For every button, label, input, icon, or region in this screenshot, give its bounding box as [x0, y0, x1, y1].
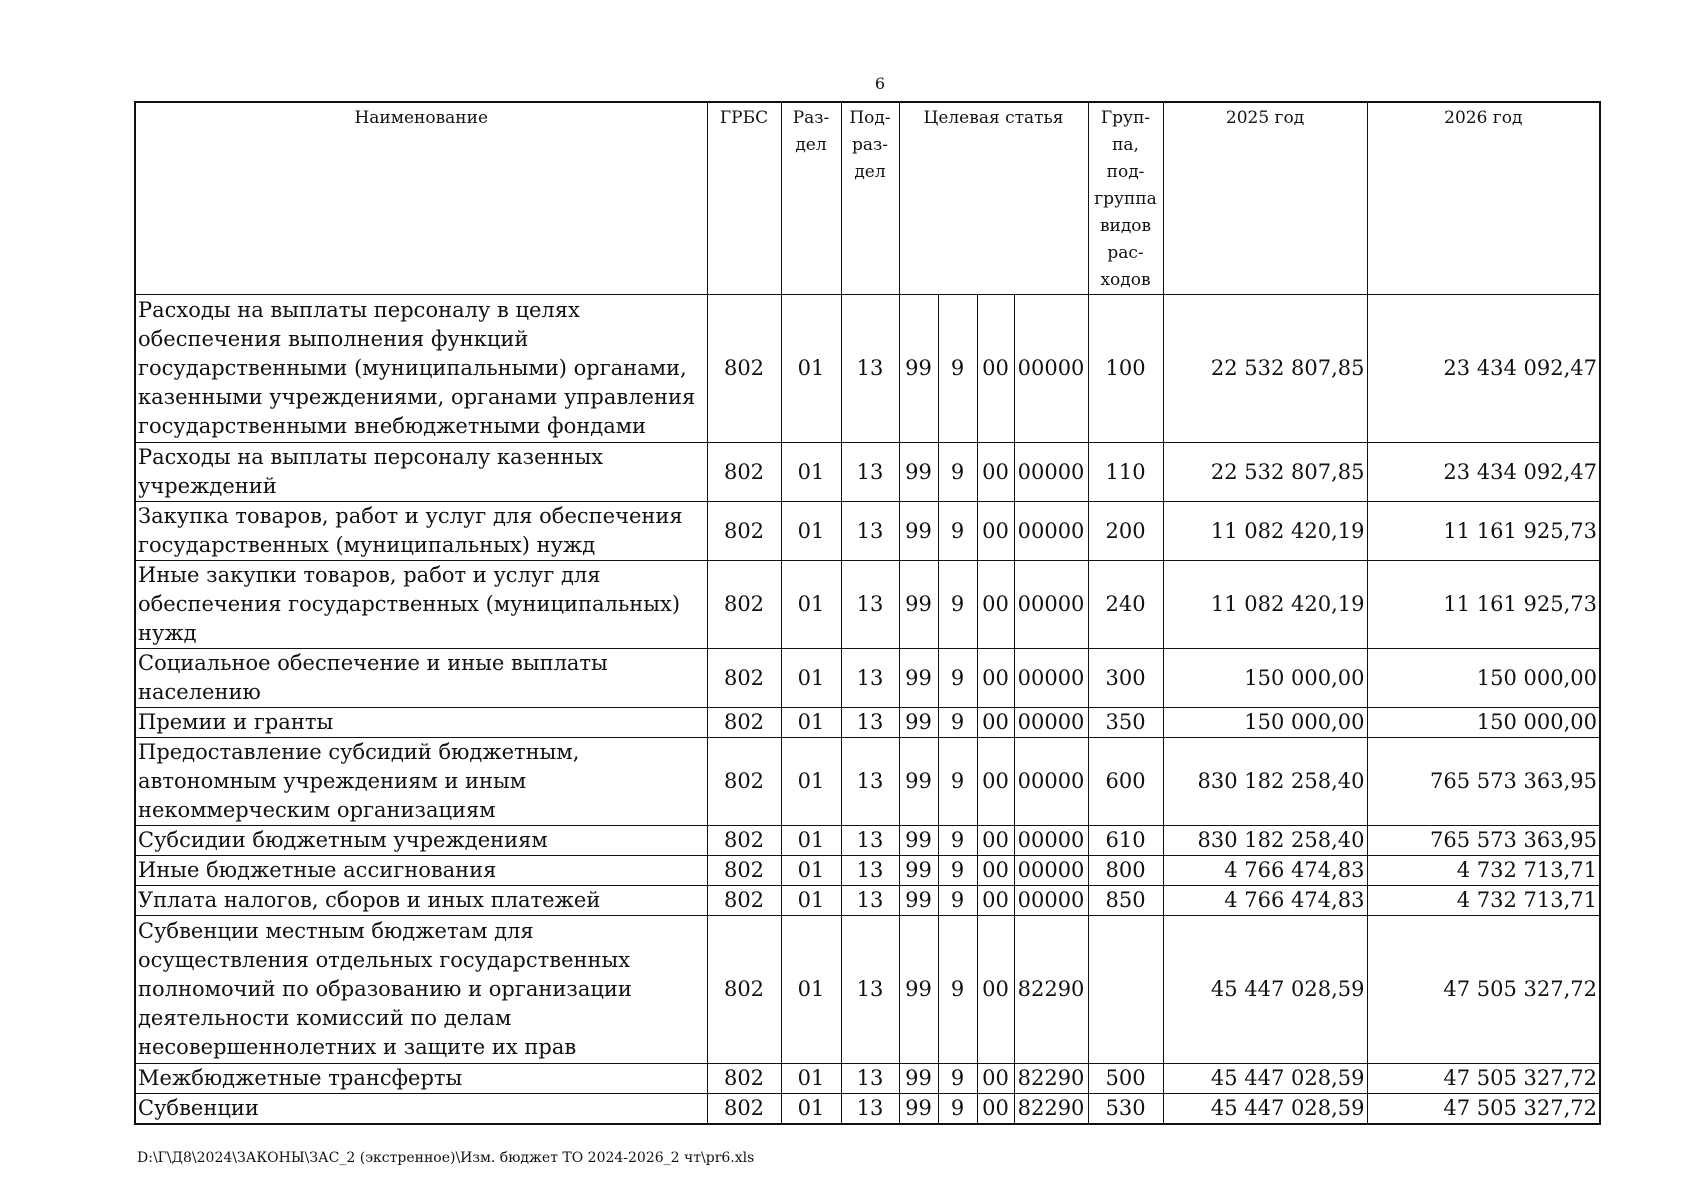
- row-target-main-event: 00: [977, 295, 1014, 443]
- row-amount-2026: 11 161 925,73: [1367, 561, 1600, 649]
- row-name: Премии и гранты: [135, 708, 707, 738]
- row-target-program: 99: [899, 1064, 938, 1094]
- row-name: Расходы на выплаты персоналу казенных учреждений: [135, 443, 707, 502]
- row-amount-2026: 4 732 713,71: [1367, 856, 1600, 886]
- row-amount-2026: 765 573 363,95: [1367, 826, 1600, 856]
- row-target-program: 99: [899, 826, 938, 856]
- table-row: [135, 916, 1600, 1064]
- row-target-program: 99: [899, 295, 938, 443]
- row-target-subprogram: 9: [938, 886, 977, 916]
- row-target-program: 99: [899, 886, 938, 916]
- row-target-main-event: 00: [977, 708, 1014, 738]
- row-target-direction: 82290: [1014, 916, 1088, 1064]
- row-amount-2025: 4 766 474,83: [1163, 886, 1367, 916]
- row-target-main-event: 00: [977, 856, 1014, 886]
- row-target-program: 99: [899, 738, 938, 826]
- row-target-program: 99: [899, 856, 938, 886]
- row-razdel: 01: [781, 738, 841, 826]
- row-expense-group: 110: [1088, 443, 1163, 502]
- row-expense-group: 500: [1088, 1064, 1163, 1094]
- row-razdel: 01: [781, 561, 841, 649]
- row-target-direction: 00000: [1014, 649, 1088, 708]
- row-target-subprogram: 9: [938, 738, 977, 826]
- row-podrazdel: 13: [841, 826, 899, 856]
- row-grbs: 802: [707, 916, 781, 1064]
- header-row: [135, 102, 1600, 295]
- row-podrazdel: 13: [841, 561, 899, 649]
- row-target-subprogram: 9: [938, 295, 977, 443]
- page-number: 6: [874, 74, 886, 93]
- row-grbs: 802: [707, 856, 781, 886]
- row-expense-group: 600: [1088, 738, 1163, 826]
- header-2025: 2025 год: [1163, 102, 1367, 295]
- row-target-direction: 00000: [1014, 886, 1088, 916]
- row-amount-2026: 150 000,00: [1367, 649, 1600, 708]
- row-target-main-event: 00: [977, 502, 1014, 561]
- row-razdel: 01: [781, 502, 841, 561]
- row-razdel: 01: [781, 886, 841, 916]
- row-expense-group: 300: [1088, 649, 1163, 708]
- row-grbs: 802: [707, 443, 781, 502]
- row-amount-2025: 830 182 258,40: [1163, 738, 1367, 826]
- table-row: [135, 1064, 1600, 1094]
- row-razdel: 01: [781, 295, 841, 443]
- row-amount-2026: 150 000,00: [1367, 708, 1600, 738]
- row-target-direction: 00000: [1014, 443, 1088, 502]
- row-expense-group: [1088, 916, 1163, 1064]
- row-podrazdel: 13: [841, 502, 899, 561]
- row-razdel: 01: [781, 649, 841, 708]
- row-name: Межбюджетные трансферты: [135, 1064, 707, 1094]
- row-name: Субвенции местным бюджетам для осуществления отдельных государственных полномочий по образованию и организации деятельности комиссий по делам несовершеннолетних и защите их прав: [135, 916, 707, 1064]
- row-target-direction: 82290: [1014, 1094, 1088, 1125]
- row-target-direction: 00000: [1014, 856, 1088, 886]
- row-target-program: 99: [899, 443, 938, 502]
- row-target-subprogram: 9: [938, 916, 977, 1064]
- row-target-program: 99: [899, 561, 938, 649]
- row-grbs: 802: [707, 1064, 781, 1094]
- header-2026: 2026 год: [1367, 102, 1600, 295]
- row-podrazdel: 13: [841, 649, 899, 708]
- row-target-program: 99: [899, 708, 938, 738]
- header-podrazdel: Под- раз- дел: [841, 102, 899, 295]
- row-target-direction: 00000: [1014, 502, 1088, 561]
- row-expense-group: 850: [1088, 886, 1163, 916]
- row-target-subprogram: 9: [938, 443, 977, 502]
- table-row: [135, 561, 1600, 649]
- row-amount-2025: 11 082 420,19: [1163, 502, 1367, 561]
- row-grbs: 802: [707, 738, 781, 826]
- row-expense-group: 350: [1088, 708, 1163, 738]
- row-razdel: 01: [781, 443, 841, 502]
- row-grbs: 802: [707, 886, 781, 916]
- row-expense-group: 530: [1088, 1094, 1163, 1125]
- row-grbs: 802: [707, 295, 781, 443]
- table-row: [135, 886, 1600, 916]
- row-name: Субвенции: [135, 1094, 707, 1125]
- row-target-main-event: 00: [977, 443, 1014, 502]
- row-target-direction: 00000: [1014, 561, 1088, 649]
- row-amount-2026: 765 573 363,95: [1367, 738, 1600, 826]
- row-podrazdel: 13: [841, 856, 899, 886]
- row-podrazdel: 13: [841, 295, 899, 443]
- row-name: Уплата налогов, сборов и иных платежей: [135, 886, 707, 916]
- row-amount-2025: 150 000,00: [1163, 708, 1367, 738]
- row-razdel: 01: [781, 708, 841, 738]
- row-target-main-event: 00: [977, 649, 1014, 708]
- table-row: [135, 649, 1600, 708]
- row-target-main-event: 00: [977, 561, 1014, 649]
- header-name: Наименование: [135, 102, 707, 295]
- row-grbs: 802: [707, 1094, 781, 1125]
- row-podrazdel: 13: [841, 1094, 899, 1125]
- header-grbs: ГРБС: [707, 102, 781, 295]
- row-razdel: 01: [781, 826, 841, 856]
- row-target-subprogram: 9: [938, 649, 977, 708]
- row-amount-2025: 4 766 474,83: [1163, 856, 1367, 886]
- row-amount-2025: 45 447 028,59: [1163, 1064, 1367, 1094]
- row-razdel: 01: [781, 1064, 841, 1094]
- row-amount-2026: 23 434 092,47: [1367, 443, 1600, 502]
- row-name: Социальное обеспечение и иные выплаты населению: [135, 649, 707, 708]
- row-amount-2025: 22 532 807,85: [1163, 295, 1367, 443]
- row-name: Закупка товаров, работ и услуг для обеспечения государственных (муниципальных) нужд: [135, 502, 707, 561]
- row-podrazdel: 13: [841, 916, 899, 1064]
- row-target-subprogram: 9: [938, 1064, 977, 1094]
- row-target-program: 99: [899, 502, 938, 561]
- row-amount-2026: 47 505 327,72: [1367, 1094, 1600, 1125]
- table-row: [135, 443, 1600, 502]
- row-amount-2026: 23 434 092,47: [1367, 295, 1600, 443]
- row-expense-group: 610: [1088, 826, 1163, 856]
- row-target-main-event: 00: [977, 1064, 1014, 1094]
- row-target-subprogram: 9: [938, 502, 977, 561]
- row-target-program: 99: [899, 1094, 938, 1125]
- row-name: Предоставление субсидий бюджетным, автономным учреждениям и иным некоммерческим организациям: [135, 738, 707, 826]
- row-target-main-event: 00: [977, 886, 1014, 916]
- row-target-subprogram: 9: [938, 708, 977, 738]
- row-target-direction: 82290: [1014, 1064, 1088, 1094]
- row-expense-group: 200: [1088, 502, 1163, 561]
- table-row: [135, 708, 1600, 738]
- row-target-subprogram: 9: [938, 826, 977, 856]
- row-podrazdel: 13: [841, 1064, 899, 1094]
- row-target-main-event: 00: [977, 738, 1014, 826]
- row-target-direction: 00000: [1014, 738, 1088, 826]
- row-podrazdel: 13: [841, 443, 899, 502]
- row-amount-2026: 47 505 327,72: [1367, 1064, 1600, 1094]
- table-row: [135, 502, 1600, 561]
- row-target-subprogram: 9: [938, 561, 977, 649]
- file-path-footer: D:\Г\Д8\2024\ЗАКОНЫ\ЗАС_2 (экстренное)\Изм. бюджет ТО 2024-2026_2 чт\рr6.xls: [137, 1150, 755, 1166]
- table-row: [135, 295, 1600, 443]
- row-target-main-event: 00: [977, 1094, 1014, 1125]
- table-row: [135, 738, 1600, 826]
- header-target-article: Целевая статья: [899, 102, 1088, 295]
- row-amount-2025: 45 447 028,59: [1163, 916, 1367, 1064]
- table-row: [135, 1094, 1600, 1125]
- row-grbs: 802: [707, 561, 781, 649]
- row-target-subprogram: 9: [938, 856, 977, 886]
- row-grbs: 802: [707, 502, 781, 561]
- row-razdel: 01: [781, 1094, 841, 1125]
- row-podrazdel: 13: [841, 886, 899, 916]
- row-grbs: 802: [707, 826, 781, 856]
- row-target-program: 99: [899, 916, 938, 1064]
- row-expense-group: 100: [1088, 295, 1163, 443]
- budget-table: [134, 101, 1601, 1125]
- row-amount-2025: 45 447 028,59: [1163, 1094, 1367, 1125]
- row-name: Иные закупки товаров, работ и услуг для обеспечения государственных (муниципальных) нужд: [135, 561, 707, 649]
- row-grbs: 802: [707, 649, 781, 708]
- row-grbs: 802: [707, 708, 781, 738]
- row-razdel: 01: [781, 916, 841, 1064]
- row-target-direction: 00000: [1014, 708, 1088, 738]
- row-name: Иные бюджетные ассигнования: [135, 856, 707, 886]
- row-amount-2025: 150 000,00: [1163, 649, 1367, 708]
- row-target-direction: 00000: [1014, 826, 1088, 856]
- row-name: Расходы на выплаты персоналу в целях обеспечения выполнения функций государственными (муниципальными) органами, казенными учреждениями, органами управления государственными внебюджетными фондами: [135, 295, 707, 443]
- row-expense-group: 240: [1088, 561, 1163, 649]
- row-amount-2026: 4 732 713,71: [1367, 886, 1600, 916]
- table-row: [135, 856, 1600, 886]
- row-amount-2025: 22 532 807,85: [1163, 443, 1367, 502]
- header-razdel: Раз- дел: [781, 102, 841, 295]
- header-expense-group: Груп- па, под- группа видов рас- ходов: [1088, 102, 1163, 295]
- row-target-program: 99: [899, 649, 938, 708]
- table-row: [135, 826, 1600, 856]
- row-amount-2026: 11 161 925,73: [1367, 502, 1600, 561]
- row-razdel: 01: [781, 856, 841, 886]
- row-amount-2025: 11 082 420,19: [1163, 561, 1367, 649]
- row-target-subprogram: 9: [938, 1094, 977, 1125]
- row-podrazdel: 13: [841, 738, 899, 826]
- row-amount-2026: 47 505 327,72: [1367, 916, 1600, 1064]
- row-podrazdel: 13: [841, 708, 899, 738]
- row-expense-group: 800: [1088, 856, 1163, 886]
- row-name: Субсидии бюджетным учреждениям: [135, 826, 707, 856]
- row-target-main-event: 00: [977, 916, 1014, 1064]
- row-target-direction: 00000: [1014, 295, 1088, 443]
- row-target-main-event: 00: [977, 826, 1014, 856]
- row-amount-2025: 830 182 258,40: [1163, 826, 1367, 856]
